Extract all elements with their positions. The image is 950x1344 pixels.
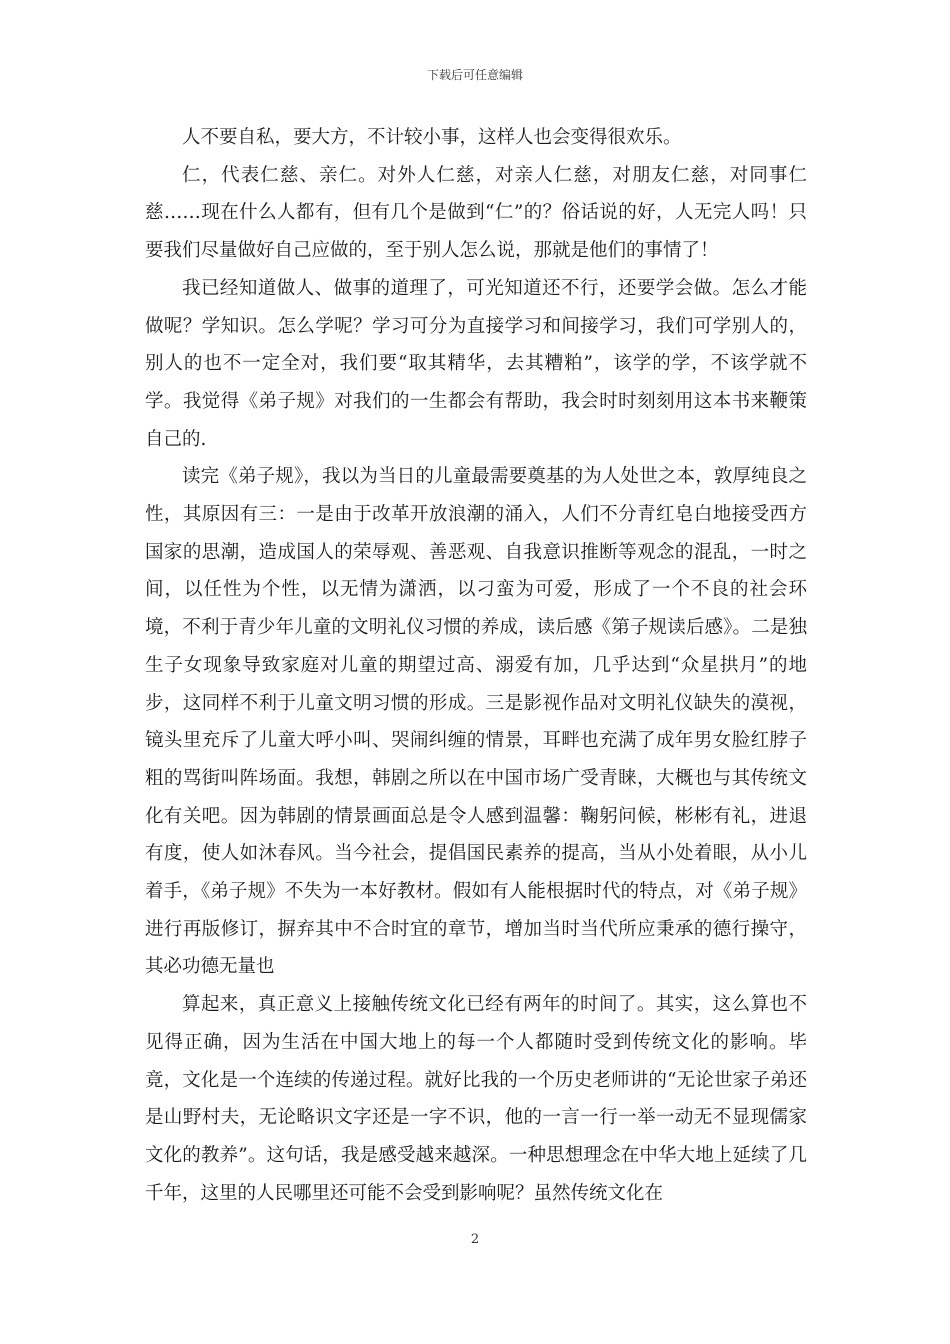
paragraph-learning: 我已经知道做人、做事的道理了，可光知道还不行，还要学会做。怎么才能做呢？学知识。怎么学呢？学习可分为直接学习和间接学习，我们可学别人的，别人的也不一定全对，我们要“取其精华，去其糟粕”，该学的学，不该学就不学。我觉得《弟子规》对我们的一生都会有帮助，我会时时刻刻用这本书来鞭策自己的. bbox=[145, 277, 807, 450]
paragraph-dizigui-reflection: 读完《弟子规》，我以为当日的儿童最需要奠基的为人处世之本，敦厚纯良之性，其原因有三：一是由于改革开放浪潮的涌入，人们不分青红皂白地接受西方国家的思潮，造成国人的荣辱观、善恶观、自我意识推断等观念的混乱，一时之间，以任性为个性，以无情为潇洒，以刁蛮为可爱，形成了一个不良的社会环境，不利于青少年儿童的文明礼仪习惯的养成，读后感《第子规读后感》。二是独生子女现象导致家庭对儿童的期望过高、溺爱有加，几乎达到“众星拱月”的地步，这同样不利于儿童文明习惯的形成。三是影视作品对文明礼仪缺失的漠视，镜头里充斥了儿童大呼小叫、哭闹纠缠的情景，耳畔也充满了成年男女脸红脖子粗的骂街叫阵场面。我想，韩剧之所以在中国市场广受青睐，大概也与其传统文化有关吧。因为韩剧的情景画面总是令人感到温馨：鞠躬问候，彬彬有礼，进退有度，使人如沐春风。当今社会，提倡国民素养的提高，当从小处着眼，从小儿着手，《弟子规》不失为一本好教材。假如有人能根据时代的特点，对《弟子规》进行再版修订，摒弃其中不合时宜的章节，增加当时当代所应秉承的德行操守，其必功德无量也 bbox=[145, 466, 807, 978]
document-body bbox=[145, 119, 807, 1212]
paragraph-selfless: 人不要自私，要大方，不计较小事，这样人也会变得很欢乐。 bbox=[182, 127, 682, 148]
paragraph-benevolence: 仁，代表仁慈、亲仁。对外人仁慈，对亲人仁慈，对朋友仁慈，对同事仁慈……现在什么人都有，但有几个是做到“仁”的？俗话说的好，人无完人吗！只要我们尽量做好自己应做的，至于别人怎么说，那就是他们的事情了！ bbox=[145, 164, 807, 262]
paragraph-traditional-culture: 算起来，真正意义上接触传统文化已经有两年的时间了。其实，这么算也不见得正确，因为生活在中国大地上的每一个人都随时受到传统文化的影响。毕竟，文化是一个连续的传递过程。就好比我的一个历史老师讲的“无论世家子弟还是山野村夫，无论略识文字还是一字不识，他的一言一行一举一动无不显现儒家文化的教养”。这句话，我是感受越来越深。一种思想理念在中华大地上延续了几千年，这里的人民哪里还可能不会受到影响呢？虽然传统文化在 bbox=[145, 994, 807, 1204]
page-number: 2 bbox=[470, 1232, 480, 1247]
page-header-note: 下载后可任意编辑 bbox=[426, 68, 523, 82]
